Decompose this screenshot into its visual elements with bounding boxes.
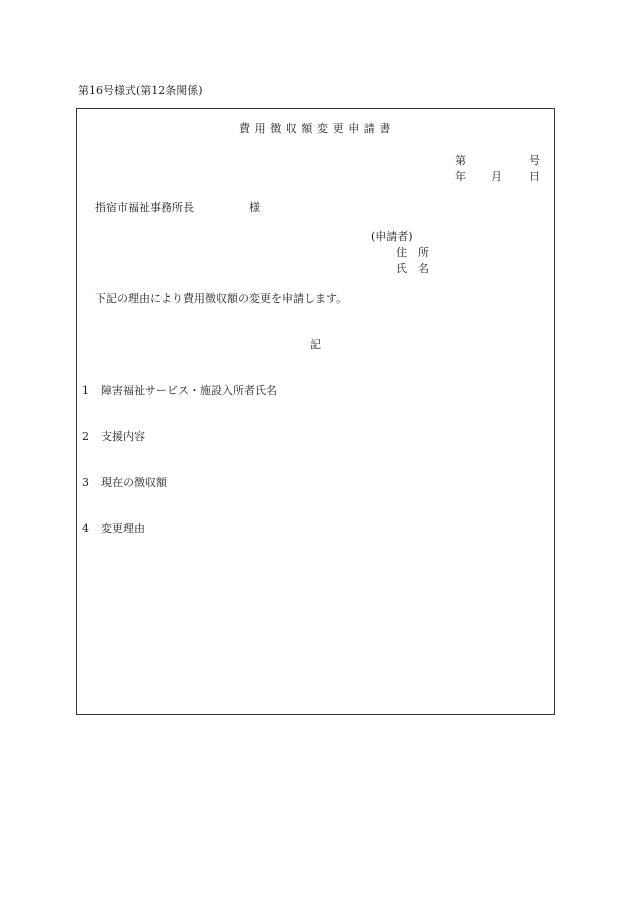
item-number: 3: [82, 476, 89, 489]
form-reference: 第16号様式(第12条関係): [78, 84, 203, 97]
item-label-change-reason: 変更理由: [101, 522, 145, 535]
applicant-name-label: 氏名: [396, 262, 440, 275]
form-frame: [76, 108, 555, 715]
date-day-label: 日: [529, 170, 540, 183]
item-label-current-fee: 現在の徴収額: [101, 476, 167, 489]
addressee: 指宿市福祉事務所長: [95, 201, 194, 214]
item-number: 2: [82, 430, 89, 443]
request-statement: 下記の理由により費用徴収額の変更を申請します。: [95, 292, 348, 305]
form-title: 費用徴収額変更申請書: [239, 122, 395, 135]
item-number: 1: [82, 384, 89, 397]
number-label: 第: [455, 154, 466, 167]
applicant-address-label: 住所: [396, 246, 440, 259]
number-suffix: 号: [529, 154, 540, 167]
date-year-label: 年: [455, 170, 466, 183]
applicant-label: (申請者): [371, 230, 413, 243]
ki-heading: 記: [310, 338, 321, 351]
item-number: 4: [82, 522, 89, 535]
item-label-support-content: 支援内容: [101, 430, 145, 443]
date-month-label: 月: [491, 170, 502, 183]
item-label-facility-resident-name: 障害福祉サービス・施設入所者氏名: [101, 384, 277, 397]
honorific: 様: [249, 201, 260, 214]
